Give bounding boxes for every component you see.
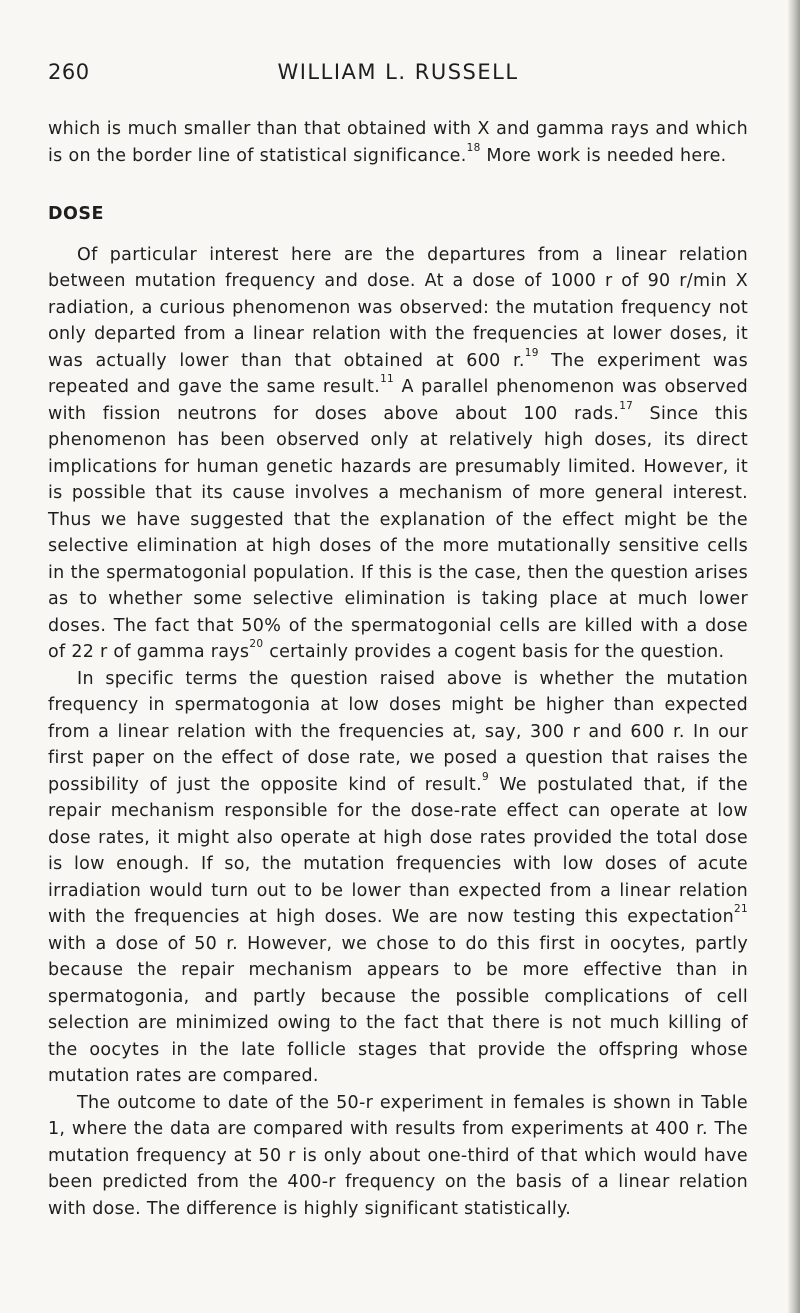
- citation-superscript: 19: [524, 346, 539, 359]
- page-edge-shadow: [788, 0, 800, 1313]
- page-header: [48, 60, 748, 100]
- text-run: The experiment was repeated and gave the same result.: [48, 350, 748, 397]
- text-run: certainly provides a cogent basis for the question.: [263, 642, 725, 662]
- paragraph-outcome: [48, 1090, 748, 1223]
- text-run: which is much smaller than that obtained with X and gamma rays and which is on the border line of statistical significance.: [48, 119, 748, 166]
- text-run: More work is needed here.: [480, 145, 727, 166]
- page-number: 260: [48, 60, 90, 84]
- section-heading: DOSE: [48, 204, 104, 224]
- paragraph-departures: [48, 242, 748, 666]
- citation-superscript: 17: [619, 399, 634, 412]
- text-run: We postulated that, if the repair mechanism responsible for the dose-rate effect can operate at low dose rates, it might also operate at high dose rates provided the total dose is low enough. If so, the mutation frequencies with low doses of acute irradiation would turn out to be lower than expected from a linear relation with the frequencies at high doses. We are now testing this expectation: [48, 774, 748, 927]
- running-head: WILLIAM L. RUSSELL: [277, 60, 519, 84]
- citation-superscript: 20: [249, 638, 264, 651]
- body-text: [48, 116, 748, 1222]
- text-run: Of particular interest here are the departures from a linear relation between mutation frequency and dose. At a dose of 1000 r of 90 r/min X radiation, a curious phenomenon was observed: the mutation frequency not only departed from a linear relation with the frequencies at lower doses, it was actually lower than that obtained at 600 r.: [48, 244, 748, 371]
- citation-superscript: 9: [481, 770, 489, 783]
- paragraph-specific-terms: [48, 666, 748, 1090]
- text-run: with a dose of 50 r. However, we chose to do this first in oocytes, partly because the repair mechanism appears to be more effective than in spermatogonia, and partly because the possible complications of cell selection are minimized owing to the fact that there is not much killing of the oocytes in the late follicle stages that provide the offspring whose mutation rates are compared.: [48, 933, 748, 1086]
- text-run: A parallel phenomenon was observed with fission neutrons for doses above about 100 rads.: [48, 377, 748, 424]
- citation-superscript: 18: [466, 141, 481, 154]
- text-run: In specific terms the question raised above is whether the mutation frequency in spermatogonia at low doses might be higher than expected from a linear relation with the frequencies at, say, 300 r and 600 r. In our first paper on the effect of dose rate, we posed a question that raises the possibility of just the opposite kind of result.: [48, 668, 748, 795]
- text-run: Since this phenomenon has been observed only at relatively high doses, its direct implications for human genetic hazards are presumably limited. However, it is possible that its cause involves a mechanism of more general interest. Thus we have suggested that the explanation of the effect might be the selective elimination at high doses of the more mutationally sensitive cells in the spermatogonial population. If this is the case, then the question arises as to whether some selective elimination is taking place at much lower doses. The fact that 50% of the spermatogonial cells are killed with a dose of 22 r of gamma rays: [48, 403, 748, 662]
- text-run: The outcome to date of the 50-r experiment in females is shown in Table 1, where the data are compared with results from experiments at 400 r. The mutation frequency at 50 r is only about one-third of that which would have been predicted from the 400-r frequency on the basis of a linear relation with dose. The difference is highly significant statistically.: [48, 1092, 748, 1219]
- citation-superscript: 11: [380, 373, 395, 386]
- citation-superscript: 21: [734, 903, 748, 916]
- paragraph-continuation: [48, 116, 748, 169]
